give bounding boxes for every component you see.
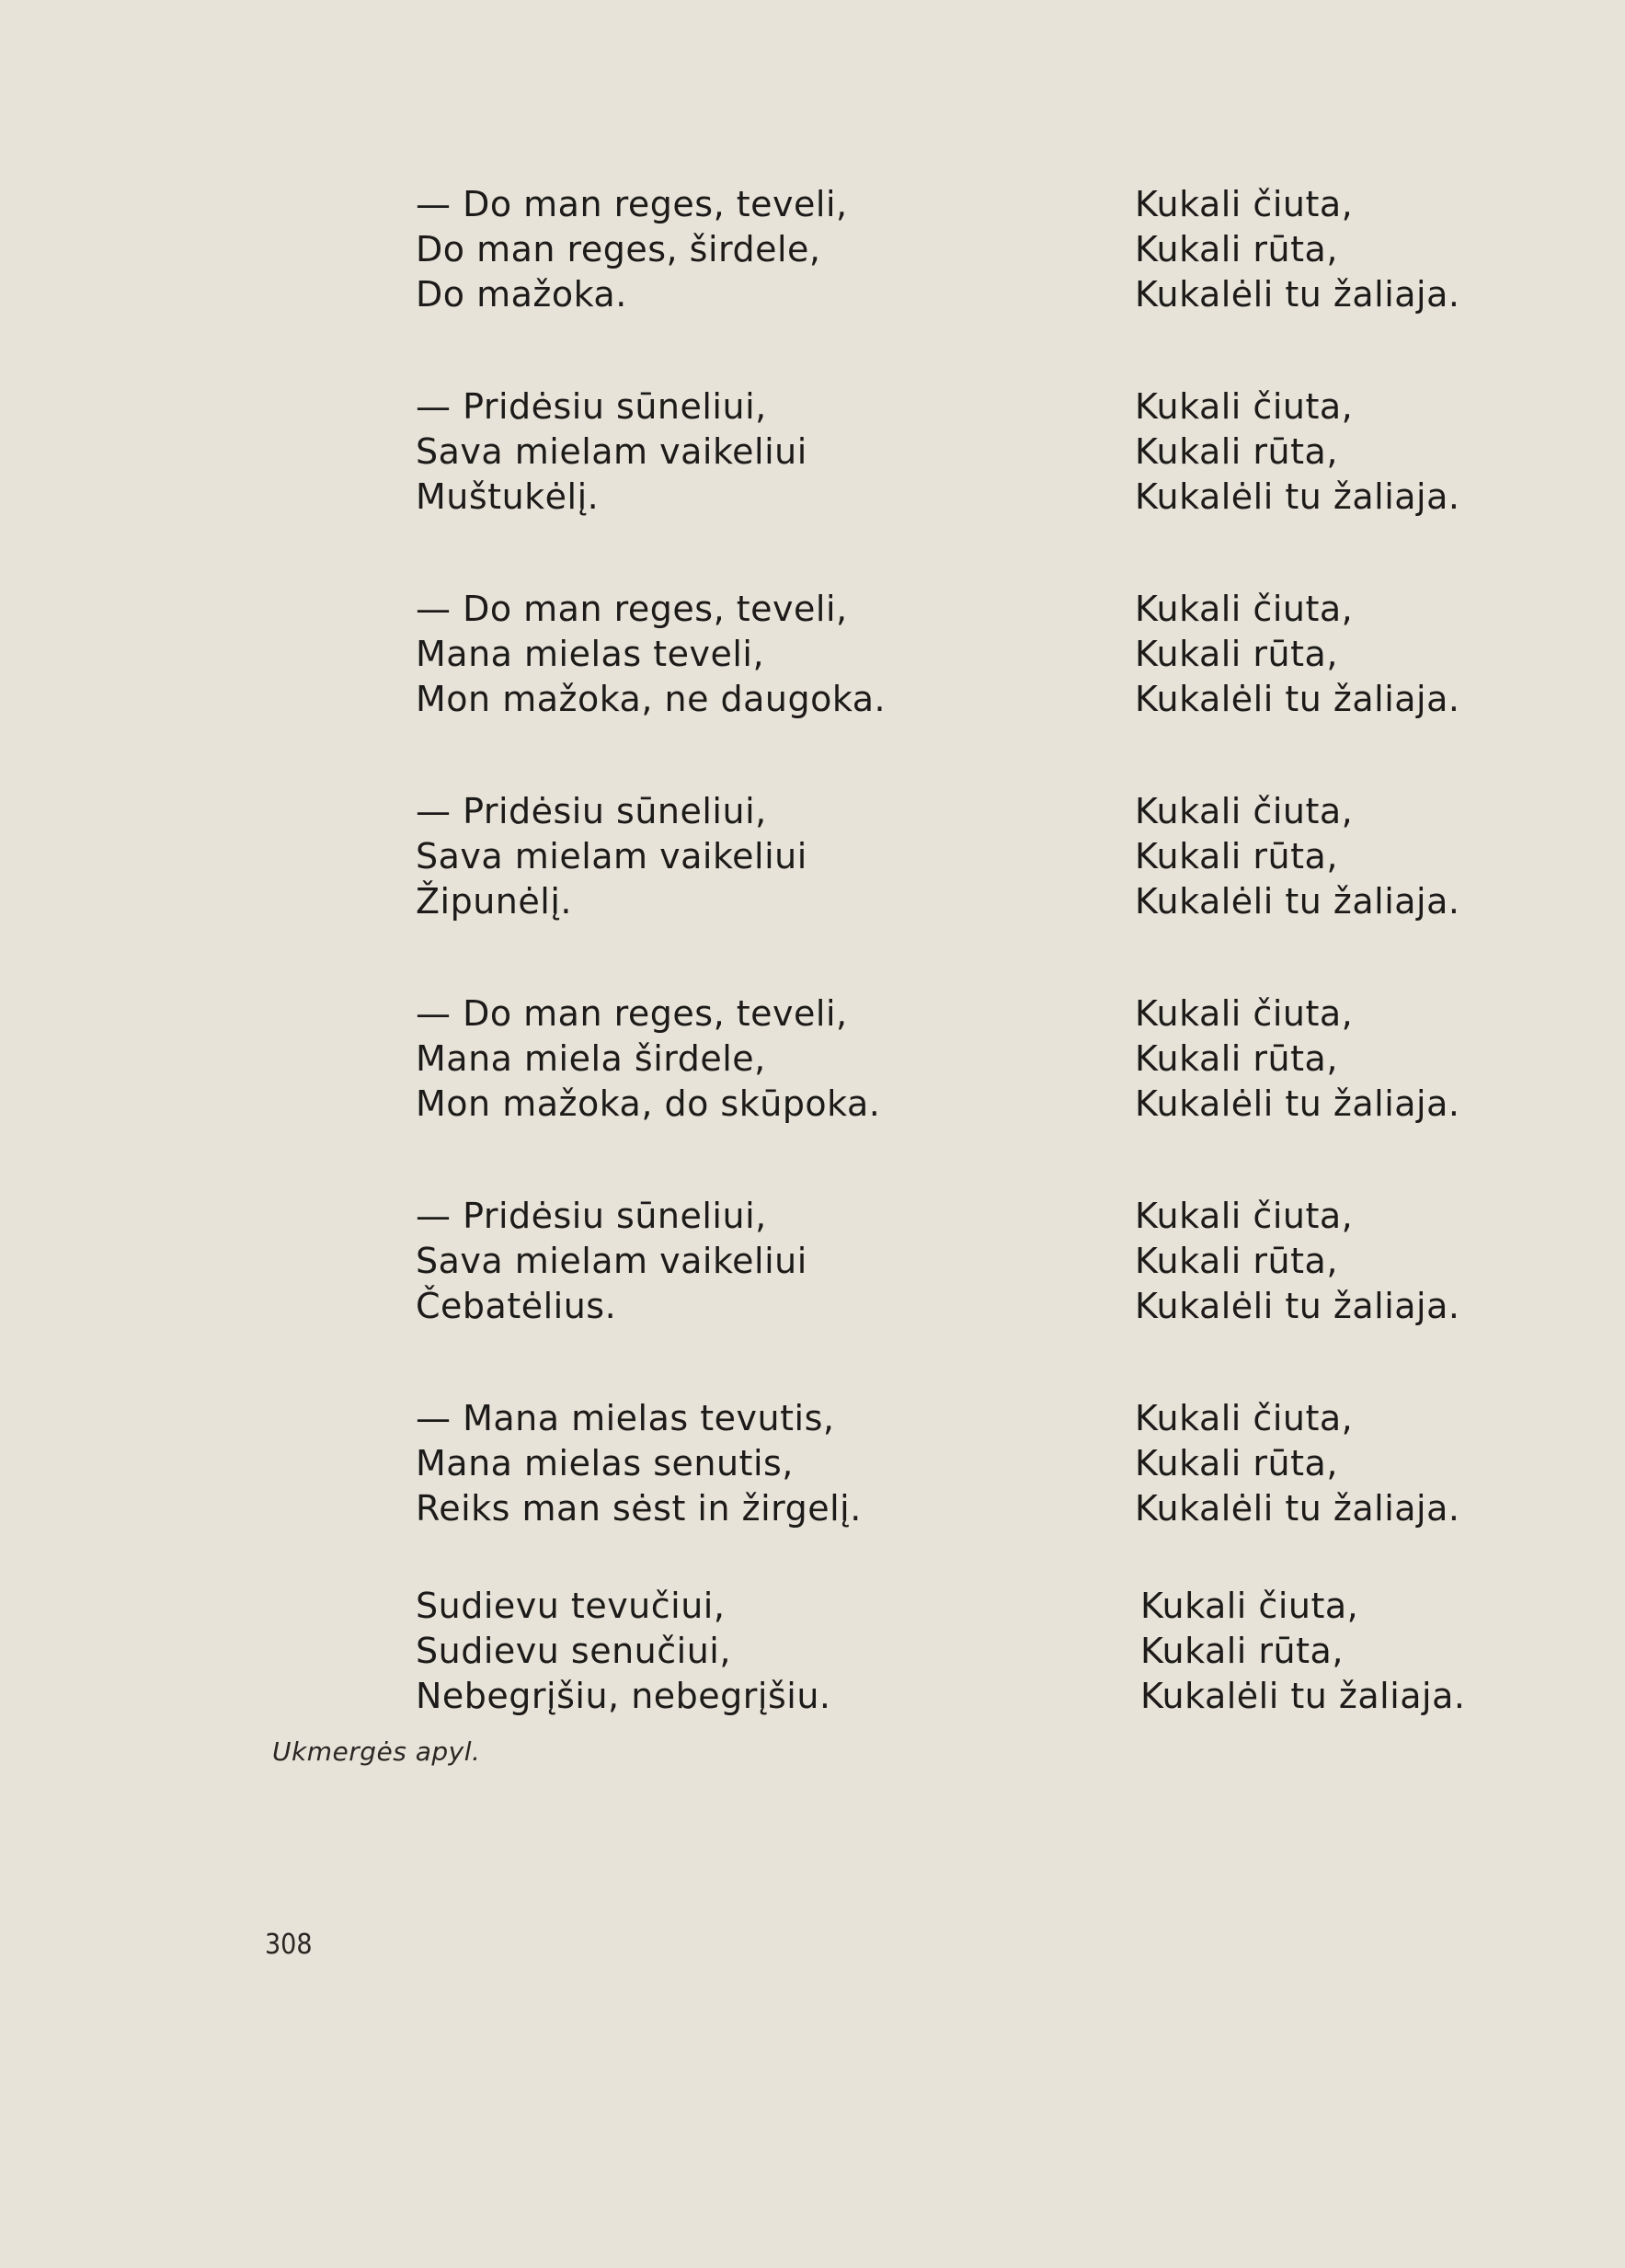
- place-note: Ukmergės apyl.: [272, 1736, 481, 1767]
- verse-line: — Do man reges, teveli,: [416, 993, 848, 1034]
- verse-line: Sava mielam vaikeliui: [416, 1241, 807, 1281]
- refrain-line: Kukali rūta,: [1140, 1631, 1344, 1671]
- verse-line: Čebatėlius.: [416, 1286, 617, 1326]
- refrain-line: Kukali rūta,: [1135, 1038, 1338, 1079]
- refrain-line: Kukalėli tu žaliaja.: [1135, 1488, 1460, 1529]
- refrain-line: Kukali rūta,: [1135, 229, 1338, 269]
- verse-line: — Pridėsiu sūneliui,: [416, 386, 767, 427]
- verse-lines: [416, 182, 848, 317]
- refrain-line: Kukali rūta,: [1135, 431, 1338, 472]
- refrain-lines: [1135, 1396, 1459, 1531]
- refrain-line: Kukalėli tu žaliaja.: [1140, 1676, 1466, 1716]
- verse-lines: [416, 587, 886, 722]
- refrain-line: Kukali čiuta,: [1135, 791, 1354, 831]
- refrain-line: Kukalėli tu žaliaja.: [1135, 1286, 1460, 1326]
- verse-lines: [416, 1396, 862, 1531]
- stanza-6: [0, 1194, 1625, 1332]
- stanza-1: [0, 182, 1625, 320]
- verse-lines: [416, 1194, 807, 1329]
- verse-lines: [416, 384, 807, 520]
- verse-line: — Pridėsiu sūneliui,: [416, 791, 767, 831]
- refrain-line: Kukali čiuta,: [1135, 1398, 1354, 1438]
- refrain-lines: [1135, 1194, 1459, 1329]
- verse-lines: [416, 789, 807, 924]
- refrain-line: Kukalėli tu žaliaja.: [1135, 1083, 1460, 1124]
- verse-line: Reiks man sėst in žirgelį.: [416, 1488, 862, 1529]
- verse-line: Mana mielas senutis,: [416, 1443, 794, 1483]
- verse-line: Do man reges, širdele,: [416, 229, 821, 269]
- refrain-line: Kukali čiuta,: [1135, 1196, 1354, 1236]
- verse-line: Sava mielam vaikeliui: [416, 431, 807, 472]
- refrain-lines: [1135, 182, 1459, 317]
- refrain-lines: [1135, 789, 1459, 924]
- verse-line: Žipunėlį.: [416, 881, 572, 922]
- refrain-line: Kukali rūta,: [1135, 1241, 1338, 1281]
- refrain-line: Kukali čiuta,: [1135, 184, 1354, 224]
- refrain-line: Kukalėli tu žaliaja.: [1135, 476, 1460, 517]
- verse-line: Muštukėlį.: [416, 476, 600, 517]
- stanza-8: [0, 1584, 1625, 1722]
- verse-line: — Pridėsiu sūneliui,: [416, 1196, 767, 1236]
- refrain-line: Kukali rūta,: [1135, 634, 1338, 674]
- refrain-line: Kukali čiuta,: [1135, 386, 1354, 427]
- refrain-line: Kukalėli tu žaliaja.: [1135, 881, 1460, 922]
- refrain-line: Kukali čiuta,: [1135, 993, 1354, 1034]
- stanza-5: [0, 991, 1625, 1129]
- verse-lines: [416, 1584, 831, 1719]
- verse-line: Do mažoka.: [416, 274, 627, 315]
- stanza-3: [0, 587, 1625, 725]
- stanza-2: [0, 384, 1625, 522]
- verse-line: Mana mielas teveli,: [416, 634, 765, 674]
- stanza-7: [0, 1396, 1625, 1534]
- refrain-line: Kukalėli tu žaliaja.: [1135, 274, 1460, 315]
- refrain-line: Kukali rūta,: [1135, 836, 1338, 876]
- verse-line: Sava mielam vaikeliui: [416, 836, 807, 876]
- page-number: 308: [265, 1929, 313, 1961]
- verse-line: — Do man reges, teveli,: [416, 184, 848, 224]
- verse-line: Mon mažoka, do skūpoka.: [416, 1083, 881, 1124]
- verse-line: Mon mažoka, ne daugoka.: [416, 679, 887, 719]
- verse-line: — Do man reges, teveli,: [416, 589, 848, 629]
- refrain-line: Kukalėli tu žaliaja.: [1135, 679, 1460, 719]
- refrain-lines: [1135, 991, 1459, 1127]
- verse-line: Sudievu senučiui,: [416, 1631, 731, 1671]
- verse-line: Nebegrįšiu, nebegrįšiu.: [416, 1676, 831, 1716]
- refrain-lines: [1135, 384, 1459, 520]
- verse-lines: [416, 991, 880, 1127]
- refrain-line: Kukali čiuta,: [1140, 1586, 1359, 1626]
- refrain-lines: [1140, 1584, 1465, 1719]
- verse-line: Sudievu tevučiui,: [416, 1586, 726, 1626]
- refrain-line: Kukali čiuta,: [1135, 589, 1354, 629]
- refrain-lines: [1135, 587, 1459, 722]
- verse-line: — Mana mielas tevutis,: [416, 1398, 835, 1438]
- stanza-4: [0, 789, 1625, 927]
- verse-line: Mana miela širdele,: [416, 1038, 766, 1079]
- refrain-line: Kukali rūta,: [1135, 1443, 1338, 1483]
